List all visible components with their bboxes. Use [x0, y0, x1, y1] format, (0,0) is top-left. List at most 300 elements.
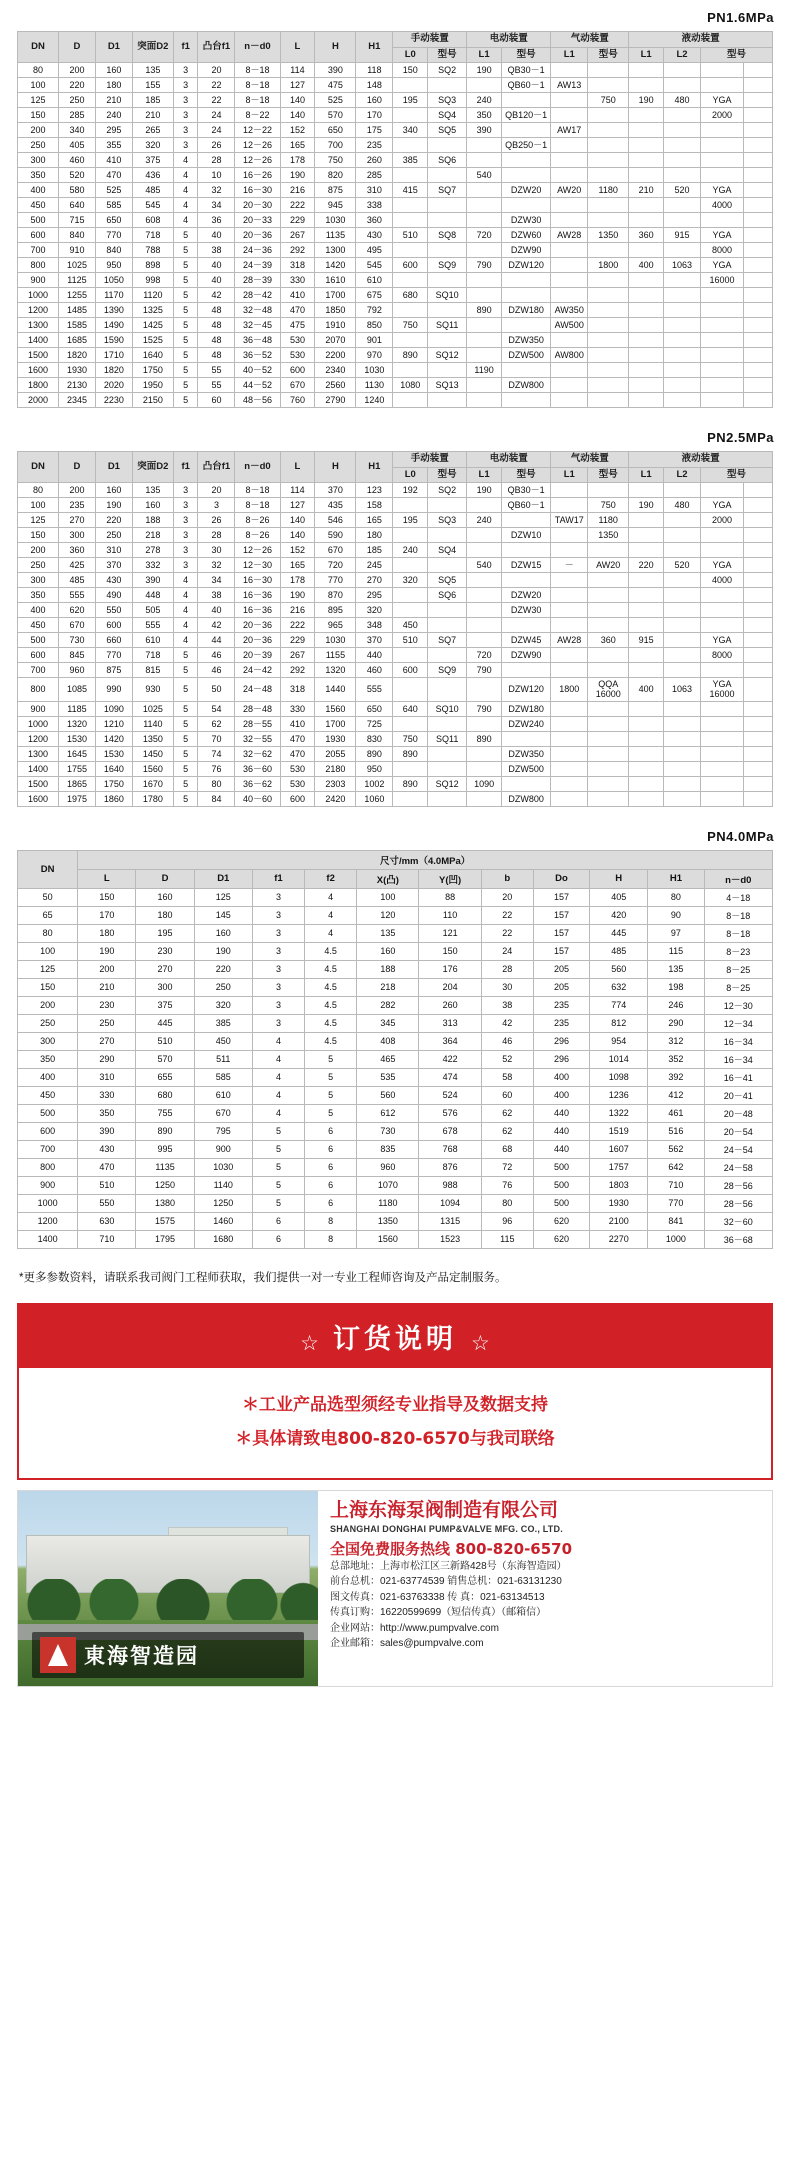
table-cell: 313: [419, 1014, 481, 1032]
table-cell: 1250: [136, 1176, 194, 1194]
table-cell: 8－18: [235, 63, 280, 78]
table-row: [18, 138, 773, 153]
table-cell: 8－23: [704, 942, 772, 960]
table-cell: 318: [280, 678, 315, 702]
col-hyd-model: 型号: [701, 48, 773, 63]
table-cell: 24: [481, 942, 533, 960]
table-cell: 24－48: [235, 678, 280, 702]
table-cell: 400: [18, 1068, 78, 1086]
table-cell: 38: [481, 996, 533, 1014]
col-d1: D1: [95, 32, 132, 63]
table-cell: 16－30: [235, 183, 280, 198]
table-cell: 788: [132, 243, 173, 258]
table-cell: 150: [393, 63, 428, 78]
table-row: [18, 483, 773, 498]
table-cell: 1640: [132, 348, 173, 363]
table-cell: 1400: [18, 333, 59, 348]
table-cell: 3: [173, 513, 198, 528]
table-cell: 1820: [59, 348, 96, 363]
order-banner: [17, 1303, 773, 1480]
table-cell: 675: [356, 288, 393, 303]
table-cell: 390: [315, 63, 356, 78]
table-cell: 170: [356, 108, 393, 123]
table-cell: 150: [18, 108, 59, 123]
table-cell: 4－18: [704, 888, 772, 906]
table-cell: 790: [467, 701, 502, 716]
table-cell: 245: [356, 558, 393, 573]
table-cell: 330: [280, 701, 315, 716]
table-cell: AW28: [551, 228, 588, 243]
table-cell: 180: [136, 906, 194, 924]
table-cell: 540: [467, 558, 502, 573]
table-cell: 5: [252, 1122, 304, 1140]
table-cell: 570: [315, 108, 356, 123]
table-cell: 6: [305, 1194, 357, 1212]
table-cell: 900: [18, 1176, 78, 1194]
table-cell: 385: [194, 1014, 252, 1032]
table-cell: 185: [132, 93, 173, 108]
table-cell: 610: [132, 633, 173, 648]
table-cell: 1500: [18, 776, 59, 791]
table-cell: 5: [252, 1194, 304, 1212]
table-cell: 290: [648, 1014, 704, 1032]
table-cell: 34: [198, 573, 235, 588]
table-cell: 770: [95, 228, 132, 243]
table-cell: 4: [173, 588, 198, 603]
table-cell: [393, 303, 428, 318]
table-cell: 1380: [136, 1194, 194, 1212]
table-cell: [428, 393, 467, 408]
table-cell: 490: [95, 588, 132, 603]
col-hyd-model: 型号: [701, 468, 773, 483]
table-cell: 445: [590, 924, 648, 942]
table-cell: [664, 303, 701, 318]
table-cell: 28－55: [235, 716, 280, 731]
table-row: [18, 333, 773, 348]
table-cell: 1440: [315, 678, 356, 702]
col-electric-model: 型号: [502, 468, 551, 483]
table-cell: 450: [18, 618, 59, 633]
table-cell: 655: [136, 1068, 194, 1086]
table-cell: [664, 731, 701, 746]
table-cell: [467, 198, 502, 213]
table-cell: 375: [136, 996, 194, 1014]
table-cell: 12－34: [704, 1014, 772, 1032]
table-cell: 55: [198, 363, 235, 378]
table-cell: 550: [95, 603, 132, 618]
table-row: [18, 618, 773, 633]
table-cell: [393, 588, 428, 603]
table-cell: 1030: [315, 633, 356, 648]
table-cell: 660: [95, 633, 132, 648]
table-cell: [629, 393, 664, 408]
table-cell: 1190: [467, 363, 502, 378]
table-cell: [393, 333, 428, 348]
table-cell: 32－48: [235, 303, 280, 318]
table-cell: [551, 168, 588, 183]
table-cell: 1420: [95, 731, 132, 746]
table-cell: 4: [173, 573, 198, 588]
table-cell: 440: [533, 1140, 589, 1158]
table-cell: 1322: [590, 1104, 648, 1122]
table-cell: 190: [280, 168, 315, 183]
table-cell: 152: [280, 543, 315, 558]
table-cell: [629, 483, 664, 498]
col-y: Y(凹): [419, 869, 481, 888]
table-cell: [502, 513, 551, 528]
table-cell: 250: [95, 528, 132, 543]
table-cell: 830: [356, 731, 393, 746]
table-cell: 20－48: [704, 1104, 772, 1122]
table-cell: [629, 123, 664, 138]
table-cell: 700: [18, 1140, 78, 1158]
table-cell: [551, 761, 588, 776]
table-cell: 770: [315, 573, 356, 588]
table-cell: [629, 288, 664, 303]
table-cell: 240: [393, 543, 428, 558]
table-cell: 540: [467, 168, 502, 183]
table-row: [18, 228, 773, 243]
table-cell: 435: [315, 498, 356, 513]
table-cell: 270: [356, 573, 393, 588]
table-cell: 4: [173, 183, 198, 198]
table-cell: DZW60: [502, 228, 551, 243]
col-d: D: [59, 32, 96, 63]
table-cell: 3: [173, 108, 198, 123]
table-row: [18, 93, 773, 108]
table-cell: 470: [95, 168, 132, 183]
table-cell: 5: [173, 363, 198, 378]
table-cell: 1519: [590, 1122, 648, 1140]
table-cell: 430: [95, 573, 132, 588]
table-cell: [588, 333, 629, 348]
table-cell: 1820: [95, 363, 132, 378]
table-cell: 80: [481, 1194, 533, 1212]
table-row: [18, 498, 773, 513]
table-cell: 157: [533, 924, 589, 942]
table-cell: [744, 378, 773, 393]
table-cell: [664, 648, 701, 663]
table-cell: 1240: [356, 393, 393, 408]
table-cell: 580: [59, 183, 96, 198]
table-cell: 246: [648, 996, 704, 1014]
table-cell: 3: [252, 888, 304, 906]
table-cell: 680: [393, 288, 428, 303]
table-cell: [629, 603, 664, 618]
table-cell: 250: [18, 138, 59, 153]
table-cell: [467, 78, 502, 93]
table-cell: DZW10: [502, 528, 551, 543]
table-cell: [467, 393, 502, 408]
table-cell: 216: [280, 183, 315, 198]
table-cell: 1860: [95, 791, 132, 806]
table-cell: [393, 393, 428, 408]
table-cell: 560: [357, 1086, 419, 1104]
table-cell: [551, 213, 588, 228]
table-cell: 370: [315, 483, 356, 498]
table-cell: 850: [356, 318, 393, 333]
table-cell: [701, 378, 744, 393]
col-pneumatic-model: 型号: [588, 468, 629, 483]
table-cell: [588, 716, 629, 731]
table-cell: 8－18: [235, 483, 280, 498]
col-do: Do: [533, 869, 589, 888]
table-row: [18, 791, 773, 806]
table-cell: 100: [18, 78, 59, 93]
col-f1: f1: [173, 452, 198, 483]
table-cell: 1640: [95, 761, 132, 776]
table-cell: 1315: [419, 1212, 481, 1230]
table-cell: 450: [18, 1086, 78, 1104]
table-cell: 240: [467, 93, 502, 108]
table-cell: [588, 603, 629, 618]
table-cell: 555: [132, 618, 173, 633]
col-tai-f1: 凸台f1: [198, 32, 235, 63]
table-cell: 525: [95, 183, 132, 198]
table-cell: [428, 618, 467, 633]
table-cell: 800: [18, 1158, 78, 1176]
table-cell: 42: [198, 288, 235, 303]
table-cell: 5: [305, 1050, 357, 1068]
table-cell: [629, 213, 664, 228]
table-cell: [393, 528, 428, 543]
table-cell: [393, 678, 428, 702]
table-cell: 990: [95, 678, 132, 702]
table-cell: 1600: [18, 791, 59, 806]
table-cell: [588, 791, 629, 806]
table-cell: DZW350: [502, 333, 551, 348]
table-cell: 1030: [356, 363, 393, 378]
table-cell: 80: [18, 924, 78, 942]
order-note-1: ＊工业产品选型须经专业指导及数据支持: [242, 1394, 548, 1415]
contact-line: 图文传真：021-63763338 传 真：021-63134513: [330, 1591, 545, 1603]
table-cell: [744, 348, 773, 363]
table-row: [18, 663, 773, 678]
note-text: *更多参数资料，请联系我司阀门工程师获取，我们提供一对一专业工程师咨询及产品定制服务。: [19, 1271, 507, 1284]
table-cell: [701, 588, 744, 603]
table-cell: [467, 183, 502, 198]
table-cell: 296: [533, 1032, 589, 1050]
table-cell: 422: [419, 1050, 481, 1068]
table-cell: 5: [173, 701, 198, 716]
table-cell: 145: [194, 906, 252, 924]
table-cell: [502, 618, 551, 633]
table-cell: 210: [78, 978, 136, 996]
table-row: [18, 243, 773, 258]
table-cell: 815: [132, 663, 173, 678]
table-cell: 16000: [701, 273, 744, 288]
table-cell: 16－30: [235, 573, 280, 588]
table-cell: [551, 378, 588, 393]
table-cell: 812: [590, 1014, 648, 1032]
table-cell: [744, 633, 773, 648]
table-cell: [701, 393, 744, 408]
table-cell: 642: [648, 1158, 704, 1176]
table-cell: 150: [78, 888, 136, 906]
table-cell: 52: [481, 1050, 533, 1068]
table-cell: 185: [356, 543, 393, 558]
table-cell: 285: [356, 168, 393, 183]
table-cell: SQ11: [428, 318, 467, 333]
table-cell: 475: [280, 318, 315, 333]
table-cell: DZW30: [502, 213, 551, 228]
table-cell: [744, 791, 773, 806]
table-cell: SQ7: [428, 183, 467, 198]
table-cell: 295: [95, 123, 132, 138]
col-f2: f2: [305, 869, 357, 888]
table-cell: 890: [467, 731, 502, 746]
table-cell: 1757: [590, 1158, 648, 1176]
table-cell: 40－60: [235, 791, 280, 806]
table-cell: 34: [198, 198, 235, 213]
table-cell: [701, 348, 744, 363]
table-cell: 530: [280, 333, 315, 348]
table-cell: [664, 701, 701, 716]
table-cell: 436: [132, 168, 173, 183]
table-row: [18, 273, 773, 288]
col-pneumatic-l1: L1: [551, 468, 588, 483]
table-row: [18, 716, 773, 731]
table-cell: 175: [356, 123, 393, 138]
table-cell: 600: [280, 791, 315, 806]
table-cell: 545: [356, 258, 393, 273]
table-cell: 152: [280, 123, 315, 138]
table-cell: 2130: [59, 378, 96, 393]
table-cell: [701, 78, 744, 93]
table-cell: 160: [95, 483, 132, 498]
table-cell: [664, 791, 701, 806]
table-cell: 32: [198, 558, 235, 573]
table-cell: 500: [18, 1104, 78, 1122]
table-cell: [744, 258, 773, 273]
table-cell: 1000: [648, 1230, 704, 1248]
table-cell: [588, 123, 629, 138]
table-cell: [551, 498, 588, 513]
table-cell: 1120: [132, 288, 173, 303]
table-cell: SQ4: [428, 543, 467, 558]
table-cell: [551, 791, 588, 806]
table-cell: [588, 618, 629, 633]
table-row: [18, 978, 773, 996]
table-cell: 8－26: [235, 528, 280, 543]
col-f1: f1: [252, 869, 304, 888]
table-cell: 300: [136, 978, 194, 996]
table-cell: 1930: [315, 731, 356, 746]
table-cell: SQ2: [428, 483, 467, 498]
table-cell: QB30－1: [502, 63, 551, 78]
table-cell: 222: [280, 618, 315, 633]
table-cell: [588, 663, 629, 678]
table-cell: 545: [132, 198, 173, 213]
table-cell: 500: [533, 1158, 589, 1176]
table-cell: SQ13: [428, 378, 467, 393]
table-cell: 350: [18, 168, 59, 183]
table-cell: [551, 273, 588, 288]
table-cell: 632: [590, 978, 648, 996]
table-cell: 12－30: [704, 996, 772, 1014]
table-cell: 270: [136, 960, 194, 978]
table-cell: 282: [357, 996, 419, 1014]
table-cell: 190: [194, 942, 252, 960]
table-cell: 97: [648, 924, 704, 942]
table-cell: [664, 243, 701, 258]
table-cell: 800: [18, 678, 59, 702]
table-row: [18, 1086, 773, 1104]
table-cell: 114: [280, 483, 315, 498]
table-cell: 1800: [18, 378, 59, 393]
table-row: [18, 393, 773, 408]
table-cell: [551, 108, 588, 123]
table-cell: 42: [481, 1014, 533, 1032]
table-cell: [393, 363, 428, 378]
table-cell: QB250－1: [502, 138, 551, 153]
table-cell: 448: [132, 588, 173, 603]
table-cell: [629, 348, 664, 363]
table-cell: 250: [194, 978, 252, 996]
table-cell: [744, 333, 773, 348]
table-cell: 100: [18, 498, 59, 513]
table-cell: 1170: [95, 288, 132, 303]
table-cell: 900: [194, 1140, 252, 1158]
table-cell: 4: [173, 213, 198, 228]
table-cell: 410: [95, 153, 132, 168]
table-cell: 1200: [18, 1212, 78, 1230]
table-cell: 235: [533, 996, 589, 1014]
table-cell: 1710: [95, 348, 132, 363]
table-cell: [502, 198, 551, 213]
table-cell: 16－41: [704, 1068, 772, 1086]
table-cell: [393, 716, 428, 731]
table-cell: 520: [59, 168, 96, 183]
table-cell: [428, 498, 467, 513]
table-cell: 1750: [132, 363, 173, 378]
table-cell: 125: [18, 960, 78, 978]
table-cell: 12－26: [235, 543, 280, 558]
table-cell: [588, 378, 629, 393]
table-cell: 292: [280, 663, 315, 678]
table-cell: 525: [315, 93, 356, 108]
table-cell: [629, 701, 664, 716]
table-cell: QQA 16000: [588, 678, 629, 702]
table-cell: [393, 213, 428, 228]
table-cell: 510: [136, 1032, 194, 1050]
group-pneumatic: 气动装置: [551, 32, 629, 48]
table-cell: [551, 731, 588, 746]
table-cell: [701, 138, 744, 153]
table-cell: 190: [629, 498, 664, 513]
table-cell: 500: [18, 633, 59, 648]
table-cell: 160: [357, 942, 419, 960]
table-cell: 1400: [18, 1230, 78, 1248]
table-cell: 1135: [136, 1158, 194, 1176]
table-cell: 285: [59, 108, 96, 123]
table-cell: 480: [664, 93, 701, 108]
table-cell: 340: [393, 123, 428, 138]
table-cell: 3: [173, 138, 198, 153]
table-row: [18, 153, 773, 168]
group-hydraulic: 液动装置: [629, 32, 773, 48]
table-cell: 48: [198, 303, 235, 318]
table-cell: 1645: [59, 746, 96, 761]
table-cell: 1800: [551, 678, 588, 702]
table-cell: [428, 333, 467, 348]
table-cell: 190: [467, 63, 502, 78]
table-cell: 195: [136, 924, 194, 942]
table-cell: 114: [280, 63, 315, 78]
table-cell: 1140: [132, 716, 173, 731]
table-cell: 390: [78, 1122, 136, 1140]
table-cell: [629, 108, 664, 123]
